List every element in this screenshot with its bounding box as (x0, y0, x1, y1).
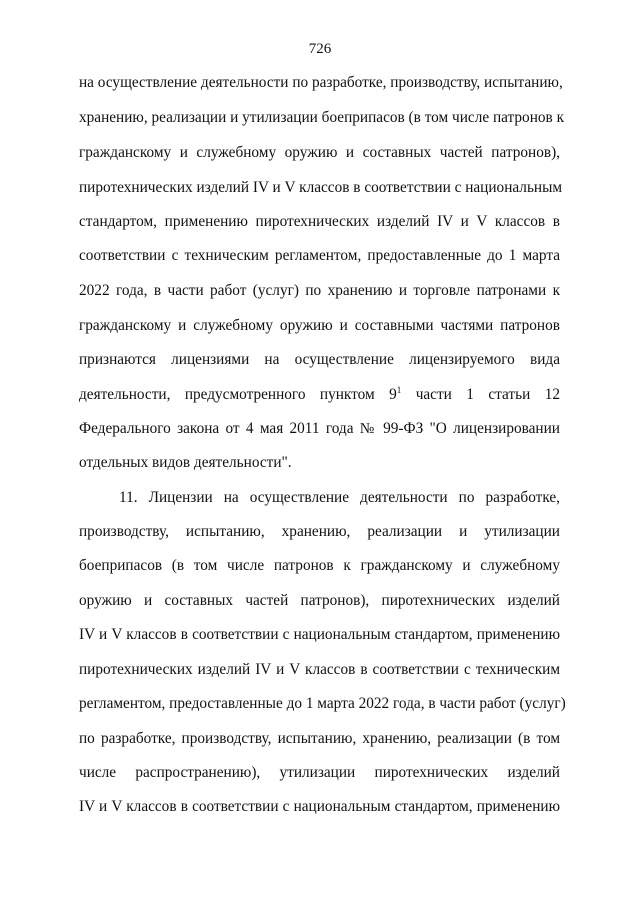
text-line-part: деятельности, предусмотренного пунктом 9 (79, 386, 397, 403)
text-line: на осуществление деятельности по разработке, производству, испытанию, (79, 74, 563, 91)
text-line: производству, испытанию, хранению, реализации и утилизации (79, 523, 560, 540)
page-number: 726 (308, 41, 332, 57)
text-line: боеприпасов (в том числе патронов к гражданскому и служебному (79, 557, 560, 574)
text-line: хранению, реализации и утилизации боеприпасов (в том числе патронов к (79, 109, 565, 126)
text-line: стандартом, применению пиротехнических изделий IV и V классов в (79, 213, 560, 230)
text-line: регламентом, предоставленные до 1 марта 2022 года, в части работ (услуг) (79, 695, 566, 712)
text-line-with-footnote (79, 385, 560, 405)
text-line: оружию и составных частей патронов), пиротехнических изделий (79, 592, 560, 609)
text-line: 2022 года, в части работ (услуг) по хранению и торговле патронами к (79, 282, 560, 299)
text-line: пиротехнических изделий IV и V классов в соответствии с национальным (79, 179, 563, 196)
text-line-part: части 1 статьи 12 (401, 386, 560, 403)
text-line: 11. Лицензии на осуществление деятельности по разработке, (119, 489, 560, 506)
text-line: по разработке, производству, испытанию, хранению, реализации (в том (79, 730, 560, 747)
text-line: числе распространению), утилизации пиротехнических изделий (79, 764, 560, 781)
text-line: гражданскому и служебному оружию и составных частей патронов), (79, 144, 560, 161)
text-line: Федерального закона от 4 мая 2011 года № 99-ФЗ "О лицензировании (79, 420, 560, 437)
text-line: IV и V классов в соответствии с национальным стандартом, применению (79, 626, 560, 643)
text-line: гражданскому и служебному оружию и составными частями патронов (79, 317, 560, 334)
text-line: IV и V классов в соответствии с национальным стандартом, применению (79, 798, 560, 815)
text-line: соответствии с техническим регламентом, предоставленные до 1 марта (79, 247, 560, 264)
text-line: пиротехнических изделий IV и V классов в соответствии с техническим (79, 661, 560, 678)
superscript: 1 (396, 385, 402, 395)
text-line: признаются лицензиями на осуществление лицензируемого вида (79, 351, 560, 368)
text-line: отдельных видов деятельности". (79, 454, 292, 471)
